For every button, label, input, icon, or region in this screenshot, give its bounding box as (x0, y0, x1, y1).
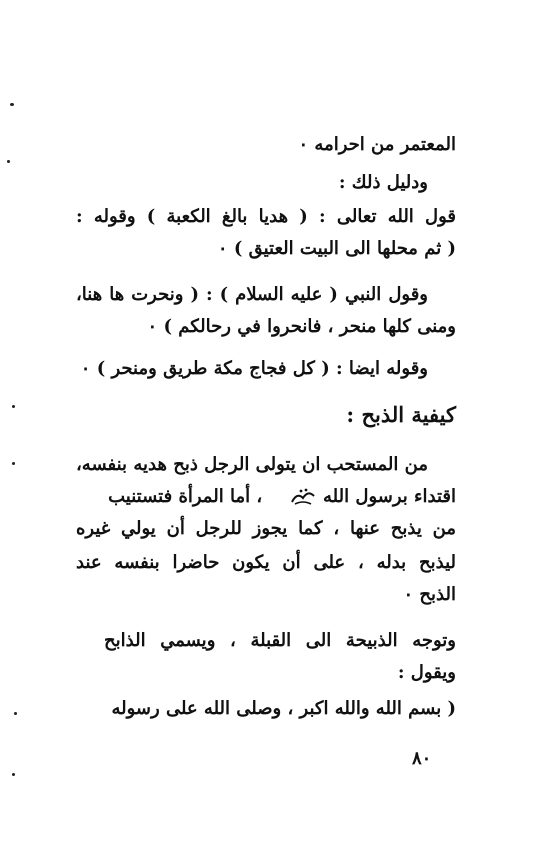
text-line-12: الذبح ٠ (403, 584, 456, 605)
text-line-14: ويقول : (397, 662, 456, 683)
text-line-3: قول الله تعالى : ( هديا بالغ الكعبة ) وقوله : (76, 206, 456, 227)
section-heading: كيفية الذبح : (346, 402, 456, 427)
text-line-6: ومنى كلها منحر ، فانحروا في رحالكم ) ٠ (147, 316, 456, 337)
text-line-4: ( ثم محلها الى البيت العتيق ) ٠ (217, 238, 456, 259)
pbuh-calligraphy-icon (289, 486, 317, 508)
text-line-5: وقول النبي ( عليه السلام ) : ( ونحرت ها هنا، (76, 284, 428, 305)
text-line-2: ودليل ذلك : (338, 172, 428, 193)
text-line-9 (76, 482, 456, 512)
scan-speck (14, 712, 17, 715)
scan-speck (12, 773, 15, 776)
text-line-8: من المستحب ان يتولى الرجل ذبح هديه بنفسه، (76, 454, 428, 475)
scan-speck (10, 103, 14, 106)
page-number: ٨٠ (412, 748, 432, 769)
scan-speck (12, 405, 15, 408)
text-line-11: ليذبح بدله ، على أن يكون حاضرا بنفسه عند (76, 552, 456, 573)
text-line-15: ( بسم الله والله اكبر ، وصلى الله على رسوله (111, 698, 456, 719)
scan-speck (7, 160, 10, 163)
text-line-9-end: ، أما المرأة فتستنيب (108, 486, 263, 507)
text-line-7: وقوله ايضا : ( كل فجاج مكة طريق ومنحر ) ٠ (80, 358, 428, 379)
text-line-13: وتوجه الذبيحة الى القبلة ، ويسمي الذابح (104, 630, 456, 651)
text-line-10: من يذبح عنها ، كما يجوز للرجل أن يولي غيره (76, 518, 456, 539)
text-line-1: المعتمر من احرامه ٠ (298, 134, 456, 155)
scan-speck (12, 462, 15, 465)
text-line-9-start: اقتداء برسول الله (323, 486, 456, 507)
